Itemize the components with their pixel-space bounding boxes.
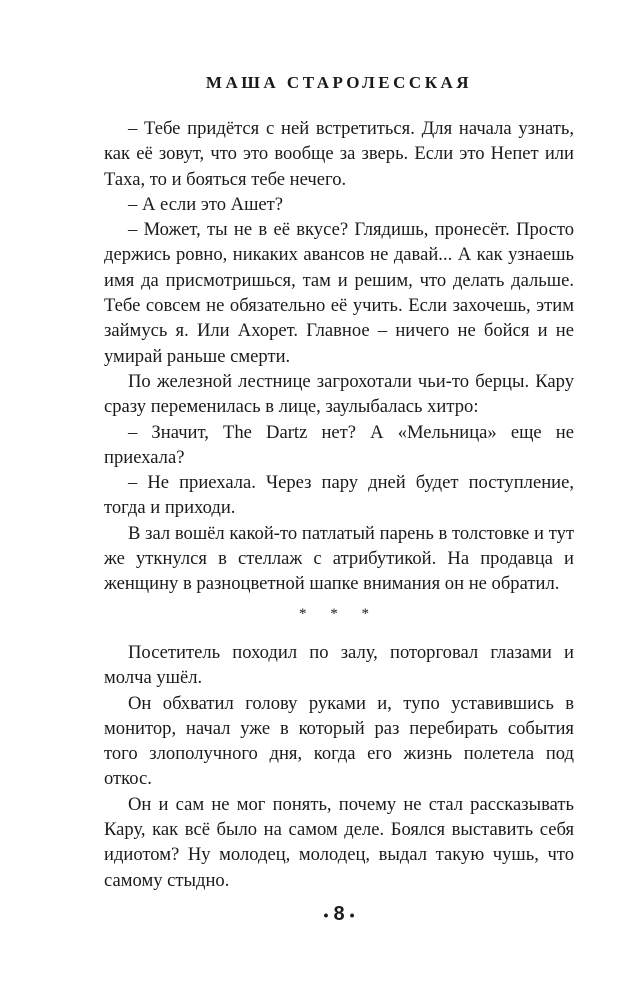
paragraph: В зал вошёл какой-то патлатый парень в толстовке и тут же уткнулся в стеллаж с атрибутикой. На продавца и женщину в разноцветной шапке внимания он не обратил. [104,522,574,595]
folio-dot-left: • [323,906,329,923]
running-head: МАША СТАРОЛЕССКАЯ [205,73,473,92]
folio-dot-right: • [349,906,355,923]
section-separator: * * * [299,606,379,622]
paragraph: Он и сам не мог понять, почему не стал рассказывать Кару, как всё было на самом деле. Боялся выставить себя идиотом? Ну молодец, молодец, выдал такую чушь, что самому стыдно. [104,793,574,891]
page-number-value: 8 [333,903,345,925]
paragraph: – Может, ты не в её вкусе? Глядишь, пронесёт. Просто держись ровно, никаких авансов не давай... А как узнаешь имя да присмотришься, там и решим, что делать дальше. Тебе совсем не обязательно её учить. Если захочешь, этим займусь я. Или Ахорет. Главное – ничего не бойся и не умирай раньше смерти. [104,219,574,367]
paragraph: – А если это Ашет? [128,193,284,215]
paragraph: – Тебе придётся с ней встретиться. Для начала узнать, как её зовут, что это вообще за зверь. Если это Непет или Таха, то и бояться тебе нечего. [104,118,574,190]
paragraph: – Не приехала. Через пару дней будет поступление, тогда и приходи. [104,472,574,519]
text-section-1 [104,116,574,597]
page-number [104,903,574,926]
paragraph: Он обхватил голову руками и, тупо уставившись в монитор, начал уже в который раз перебирать события того злополучного дня, когда его жизнь полетела под откос. [104,692,574,790]
paragraph: Посетитель походил по залу, поторговал глазами и молча ушёл. [104,642,574,689]
text-section-2 [104,640,574,893]
paragraph: – Значит, The Dartz нет? А «Мельница» еще не приехала? [104,421,574,468]
paragraph: По железной лестнице загрохотали чьи-то берцы. Кару сразу переменилась в лице, заулыбалась хитро: [104,370,574,418]
book-page [104,0,574,1000]
